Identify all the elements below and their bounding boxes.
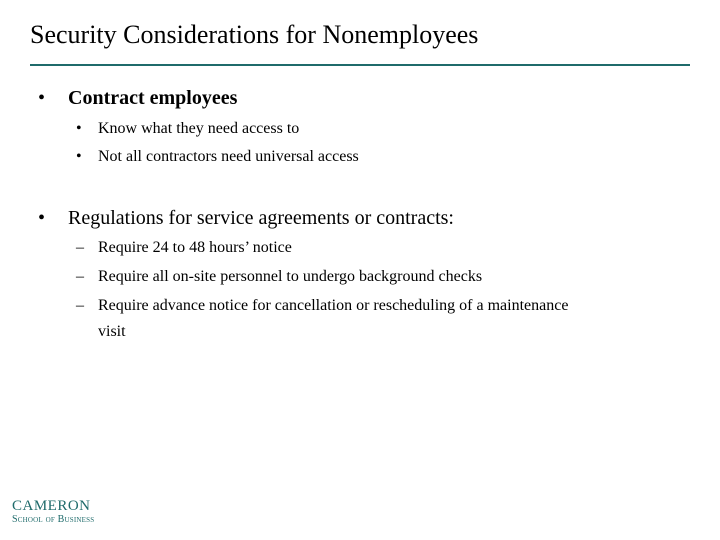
list-item-text: Require all on-site personnel to undergo background checks — [98, 268, 483, 285]
list-item-text: Know what they need access to — [98, 120, 300, 137]
bullet-icon: • — [76, 120, 82, 137]
slide-title: Security Considerations for Nonemployees — [30, 20, 479, 49]
list-item-text: Require advance notice for cancellation or rescheduling of a maintenance visit — [98, 297, 569, 340]
dash-icon: – — [76, 268, 84, 285]
dash-icon: – — [76, 239, 84, 256]
title-divider — [30, 64, 690, 66]
bullet-icon: • — [38, 87, 46, 109]
section-heading-text: Contract employees — [68, 87, 238, 109]
list-item-text: Not all contractors need universal access — [98, 148, 359, 165]
cameron-logo — [12, 498, 94, 526]
bullet-icon: • — [38, 207, 46, 229]
logo-subtitle: School of Business — [12, 514, 95, 525]
bullet-icon: • — [76, 148, 82, 165]
logo-name: CAMERON — [12, 498, 91, 514]
dash-icon: – — [76, 297, 84, 314]
section-heading-text: Regulations for service agreements or contracts: — [68, 207, 454, 229]
list-item-text: Require 24 to 48 hours’ notice — [98, 239, 292, 256]
